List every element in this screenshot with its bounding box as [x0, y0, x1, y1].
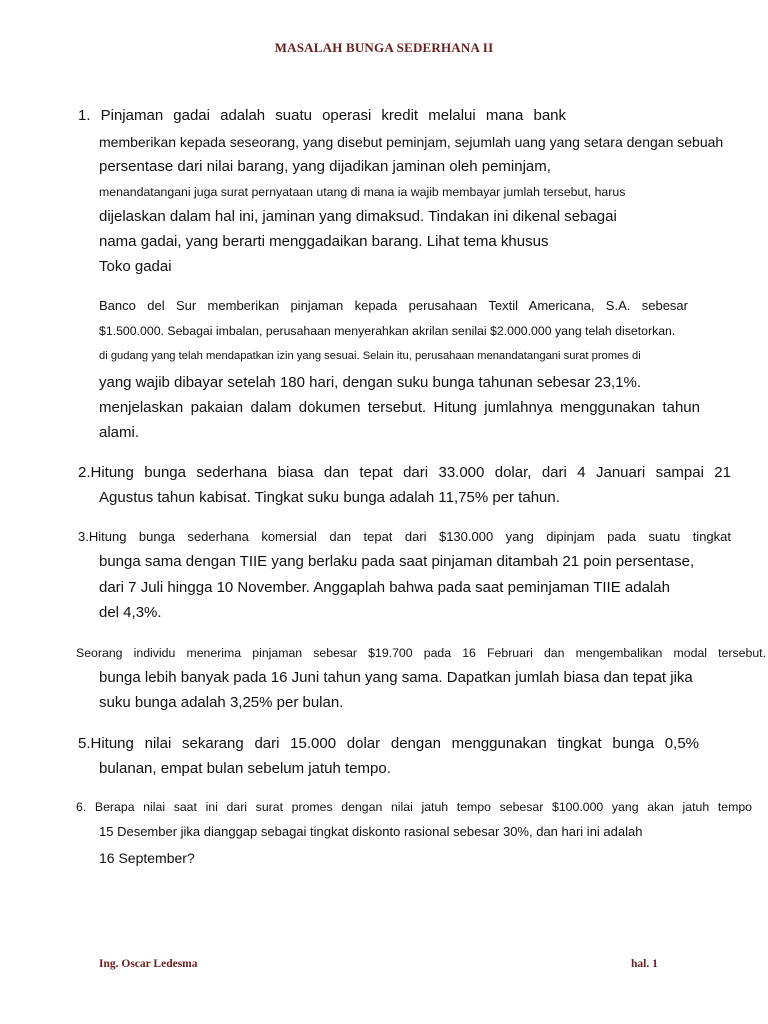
text-line: Banco del Sur memberikan pinjaman kepada perusahaan Textil Americana, S.A. sebesar: [99, 298, 688, 313]
text-line: 1. Pinjaman gadai adalah suatu operasi kredit melalui mana bank: [78, 107, 566, 124]
text-line: memberikan kepada seseorang, yang disebut peminjam, sejumlah uang yang setara dengan sebuah: [99, 134, 724, 150]
text-line: dijelaskan dalam hal ini, jaminan yang dimaksud. Tindakan ini dikenal sebagai: [99, 208, 617, 225]
text-line: 3.Hitung bunga sederhana komersial dan tepat dari $130.000 yang dipinjam pada suatu tingkat: [78, 529, 731, 544]
text-line: bulanan, empat bulan sebelum jatuh tempo.: [99, 760, 391, 777]
text-line: yang wajib dibayar setelah 180 hari, dengan suku bunga tahunan sebesar 23,1%.: [99, 374, 642, 391]
text-line: alami.: [99, 424, 140, 441]
text-line: 5.Hitung nilai sekarang dari 15.000 dolar dengan menggunakan tingkat bunga 0,5%: [78, 735, 699, 752]
text-line: $1.500.000. Sebagai imbalan, perusahaan menyerahkan akrilan senilai $2.000.000 yang telah disetorkan.: [99, 324, 676, 338]
page-title: MASALAH BUNGA SEDERHANA II: [274, 40, 494, 55]
text-line: bunga lebih banyak pada 16 Juni tahun yang sama. Dapatkan jumlah biasa dan tepat jika: [99, 669, 693, 686]
text-line: menandatangani juga surat pernyataan utang di mana ia wajib membayar jumlah tersebut, harus: [99, 185, 626, 199]
text-line: del 4,3%.: [99, 604, 162, 621]
footer-page-number: hal. 1: [631, 958, 658, 970]
text-line: 16 September?: [99, 850, 195, 866]
text-line: Toko gadai: [99, 258, 172, 275]
text-line: 2.Hitung bunga sederhana biasa dan tepat dari 33.000 dolar, dari 4 Januari sampai 21: [78, 464, 731, 481]
footer-author: Ing. Oscar Ledesma: [99, 958, 198, 970]
text-line: bunga sama dengan TIIE yang berlaku pada saat pinjaman ditambah 21 poin persentase,: [99, 553, 695, 570]
text-line: persentase dari nilai barang, yang dijadikan jaminan oleh peminjam,: [99, 158, 551, 175]
text-line: di gudang yang telah mendapatkan izin yang sesuai. Selain itu, perusahaan menandatangani surat promes di: [99, 350, 641, 362]
text-line: 15 Desember jika dianggap sebagai tingkat diskonto rasional sebesar 30%, dan hari ini adalah: [99, 824, 643, 839]
text-line: nama gadai, yang berarti menggadaikan barang. Lihat tema khusus: [99, 233, 549, 250]
text-line: suku bunga adalah 3,25% per bulan.: [99, 694, 344, 711]
text-line: dari 7 Juli hingga 10 November. Anggaplah bahwa pada saat peminjaman TIIE adalah: [99, 579, 670, 596]
text-line: Seorang individu menerima pinjaman sebesar $19.700 pada 16 Februari dan mengembalikan modal tersebut.: [76, 646, 766, 660]
text-line: menjelaskan pakaian dalam dokumen tersebut. Hitung jumlahnya menggunakan tahun: [99, 399, 700, 416]
text-line: Agustus tahun kabisat. Tingkat suku bunga adalah 11,75% per tahun.: [99, 489, 560, 506]
text-line: 6. Berapa nilai saat ini dari surat promes dengan nilai jatuh tempo sebesar $100.000 yang akan jatuh tempo: [76, 800, 752, 814]
